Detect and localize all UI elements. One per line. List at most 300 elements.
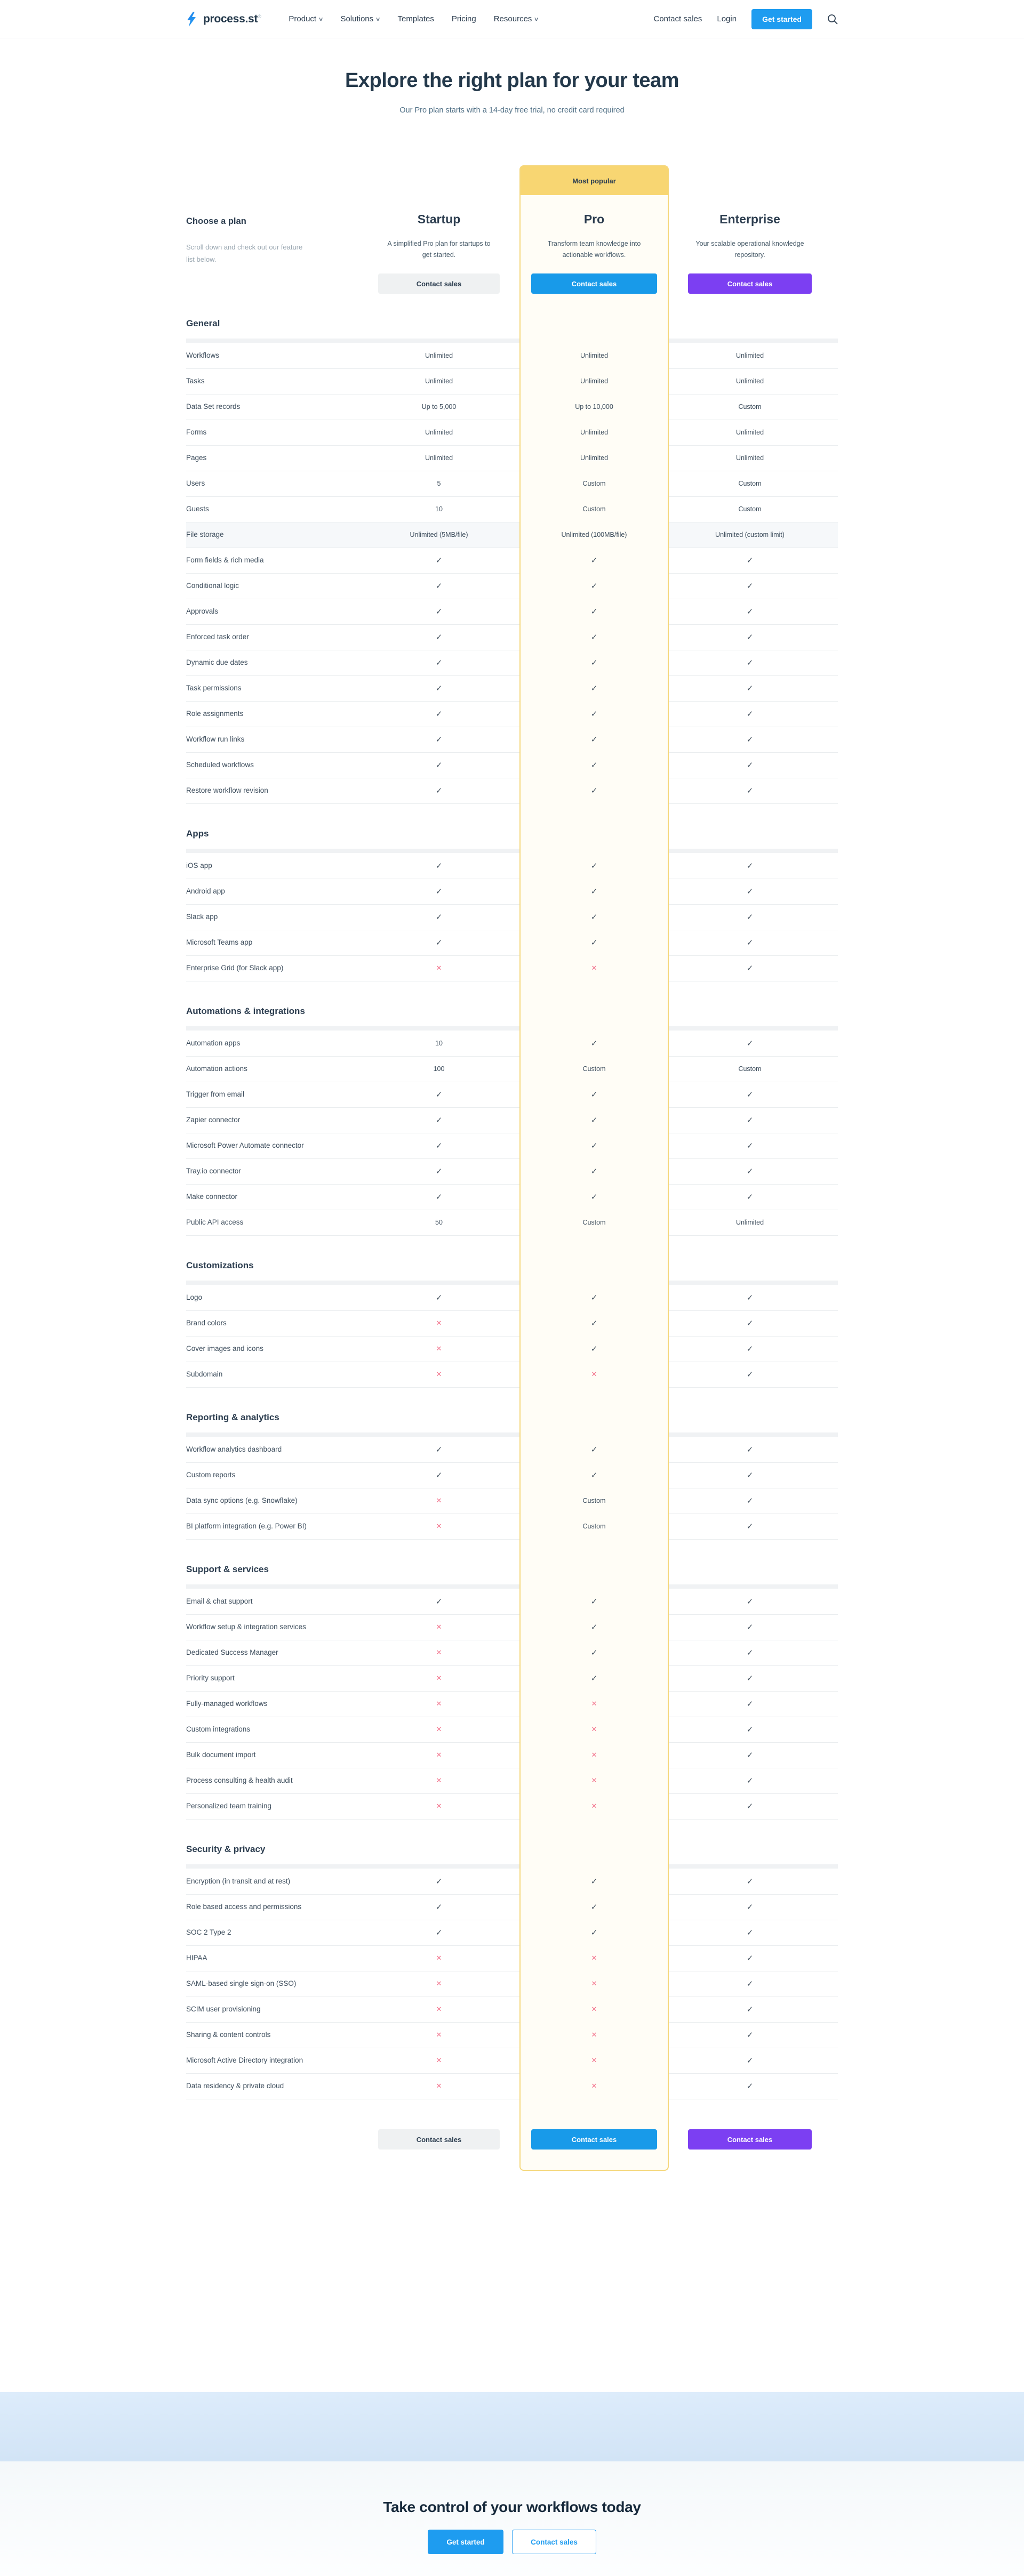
check-icon: ✓: [746, 2056, 754, 2065]
check-icon: ✓: [746, 1700, 754, 1709]
feature-cell: [519, 352, 669, 359]
feature-row: [186, 1362, 838, 1387]
nav-item-product[interactable]: Product ∨: [289, 14, 324, 23]
feature-row: [186, 853, 838, 879]
section-divider: [186, 1864, 838, 1869]
feature-cell: [688, 2056, 812, 2065]
check-icon: ✓: [746, 607, 754, 616]
feature-cell: [688, 403, 812, 410]
feature-label: Restore workflow revision: [186, 786, 268, 794]
check-icon: ✓: [746, 1167, 754, 1176]
check-icon: ✓: [746, 913, 754, 922]
check-icon: ✓: [590, 1039, 598, 1048]
feature-row: [186, 522, 838, 548]
feature-section: [186, 1412, 838, 1540]
feature-cell: [519, 403, 669, 410]
feature-cell: [688, 1522, 812, 1531]
feature-cell: [688, 709, 812, 719]
feature-cell: [374, 1877, 504, 1886]
section-title: Customizations: [186, 1260, 254, 1270]
feature-cell: [374, 1776, 504, 1785]
get-started-button[interactable]: Get started: [751, 9, 812, 29]
check-icon: ✓: [435, 633, 443, 642]
most-popular-badge: Most popular: [521, 166, 668, 195]
contact-sales-button-enterprise-bottom[interactable]: Contact sales: [688, 2129, 812, 2150]
feature-row: [186, 930, 838, 955]
cross-icon: ✕: [436, 1345, 442, 1353]
check-icon: ✓: [435, 1445, 443, 1454]
logo-text: process.st®: [203, 12, 261, 25]
check-icon: ✓: [435, 913, 443, 922]
cross-icon: ✕: [591, 964, 597, 972]
check-icon: ✓: [590, 582, 598, 591]
feature-row: [186, 624, 838, 650]
check-icon: ✓: [590, 1345, 598, 1354]
cross-icon: ✕: [436, 1776, 442, 1784]
feature-cell: [374, 1597, 504, 1606]
feature-label: Guests: [186, 504, 209, 513]
feature-cell: [688, 531, 812, 538]
feature-cell: [688, 1470, 812, 1480]
feature-cell: [374, 1141, 504, 1150]
feature-row: [186, 1056, 838, 1082]
check-icon: ✓: [746, 1522, 754, 1531]
feature-row: [186, 343, 838, 368]
feature-cell: [688, 887, 812, 896]
nav-item-resources[interactable]: Resources ∨: [493, 14, 540, 23]
feature-cell: [374, 1345, 504, 1353]
feature-cell: [688, 1445, 812, 1454]
feature-row: [186, 701, 838, 727]
feature-cell: [519, 1293, 669, 1302]
check-icon: ✓: [590, 658, 598, 667]
feature-cell: [519, 607, 669, 616]
feature-row: [186, 1082, 838, 1107]
check-icon: ✓: [435, 582, 443, 591]
feature-label: Make connector: [186, 1192, 238, 1201]
feature-label: Data residency & private cloud: [186, 2081, 284, 2090]
feature-cell: [374, 1928, 504, 1937]
feature-cell: [374, 1623, 504, 1631]
check-icon: ✓: [746, 2082, 754, 2091]
check-icon: ✓: [590, 1471, 598, 1480]
section-divider: [186, 339, 838, 343]
check-icon: ✓: [746, 1090, 754, 1099]
feature-row: [186, 904, 838, 930]
feature-cell: [374, 531, 504, 538]
feature-cell: [688, 454, 812, 462]
feature-cell: [688, 1370, 812, 1379]
feature-row: [186, 1971, 838, 1997]
feature-value: 10: [435, 505, 443, 513]
feature-row: [186, 1310, 838, 1336]
cross-icon: ✕: [591, 1700, 597, 1708]
contact-sales-button-enterprise[interactable]: Contact sales: [688, 273, 812, 294]
feature-cell: [374, 1725, 504, 1734]
feature-cell: [374, 403, 504, 410]
check-icon: ✓: [746, 1751, 754, 1760]
contact-sales-button-pro[interactable]: Contact sales: [531, 273, 657, 294]
feature-cell: [688, 1039, 812, 1048]
feature-cell: [374, 1700, 504, 1708]
feature-cell: [688, 1776, 812, 1785]
feature-cell: [374, 2005, 504, 2014]
feature-label: iOS app: [186, 861, 212, 870]
feature-cell: [688, 1318, 812, 1328]
nav-item-templates[interactable]: Templates: [397, 14, 434, 23]
footer-contact-sales-button[interactable]: Contact sales: [512, 2530, 596, 2554]
section-end-rule: [186, 1387, 838, 1388]
chevron-down-icon: ∨: [375, 17, 381, 22]
feature-cell: [519, 1370, 669, 1379]
feature-cell: [519, 1877, 669, 1886]
feature-cell: [519, 429, 669, 436]
check-icon: ✓: [590, 1193, 598, 1202]
check-icon: ✓: [746, 1345, 754, 1354]
feature-row: [186, 1336, 838, 1362]
feature-value: Custom: [738, 480, 762, 487]
feature-cell: [374, 1090, 504, 1099]
section-divider: [186, 1584, 838, 1589]
cross-icon: ✕: [436, 1496, 442, 1504]
feature-label: BI platform integration (e.g. Power BI): [186, 1522, 307, 1530]
check-icon: ✓: [435, 862, 443, 871]
feature-cell: [519, 658, 669, 667]
feature-row: [186, 2073, 838, 2099]
check-icon: ✓: [746, 658, 754, 667]
feature-row: [186, 1184, 838, 1210]
logo[interactable]: [186, 12, 261, 27]
feature-label: Data Set records: [186, 402, 241, 410]
cross-icon: ✕: [436, 1725, 442, 1733]
feature-section: [186, 828, 838, 981]
check-icon: ✓: [746, 1954, 754, 1963]
feature-label: Process consulting & health audit: [186, 1776, 293, 1784]
feature-cell: [688, 2005, 812, 2014]
feature-cell: [374, 1470, 504, 1480]
choose-plan-title: Choose a plan: [186, 216, 246, 226]
feature-cell: [688, 1877, 812, 1886]
feature-cell: [374, 938, 504, 947]
check-icon: ✓: [590, 1116, 598, 1125]
check-icon: ✓: [590, 607, 598, 616]
check-icon: ✓: [746, 1141, 754, 1150]
check-icon: ✓: [590, 710, 598, 719]
bolt-icon: [186, 12, 199, 27]
chevron-down-icon: ∨: [533, 17, 540, 22]
check-icon: ✓: [435, 1116, 443, 1125]
feature-cell: [374, 912, 504, 922]
feature-cell: [519, 1751, 669, 1759]
feature-cell: [519, 1445, 669, 1454]
feature-label: HIPAA: [186, 1953, 207, 1962]
feature-value: 5: [437, 480, 441, 487]
cross-icon: ✕: [436, 1522, 442, 1530]
check-icon: ✓: [435, 1597, 443, 1606]
feature-row: [186, 1691, 838, 1717]
feature-label: Dynamic due dates: [186, 658, 248, 666]
contact-sales-link[interactable]: Contact sales: [653, 14, 702, 23]
feature-cell: [688, 1902, 812, 1912]
feature-label: Enforced task order: [186, 632, 249, 641]
feature-row: [186, 496, 838, 522]
feature-cell: [519, 1700, 669, 1708]
feature-cell: [519, 2056, 669, 2065]
feature-cell: [688, 1496, 812, 1506]
login-link[interactable]: Login: [717, 14, 737, 23]
feature-cell: [519, 1928, 669, 1937]
cross-icon: ✕: [591, 1370, 597, 1378]
feature-cell: [374, 1040, 504, 1047]
feature-row: [186, 1133, 838, 1158]
feature-cell: [519, 581, 669, 591]
feature-value: Custom: [738, 403, 762, 410]
feature-label: Automation actions: [186, 1064, 247, 1073]
feature-cell: [519, 1039, 669, 1048]
check-icon: ✓: [746, 938, 754, 947]
check-icon: ✓: [746, 735, 754, 744]
feature-cell: [688, 938, 812, 947]
cross-icon: ✕: [436, 1751, 442, 1759]
feature-cell: [519, 1318, 669, 1328]
table-footer-row: [186, 2129, 838, 2150]
cross-icon: ✕: [591, 2056, 597, 2064]
feature-row: [186, 1920, 838, 1945]
feature-section: [186, 1844, 838, 2099]
feature-cell: [519, 632, 669, 642]
feature-row: [186, 368, 838, 394]
check-icon: ✓: [590, 1293, 598, 1302]
plan-name-enterprise: Enterprise: [719, 212, 780, 226]
feature-label: Data sync options (e.g. Snowflake): [186, 1496, 298, 1504]
nav-item-solutions[interactable]: Solutions ∨: [340, 14, 381, 23]
feature-label: Workflow run links: [186, 735, 245, 743]
feature-row: [186, 1285, 838, 1310]
check-icon: ✓: [435, 1293, 443, 1302]
feature-cell: [374, 683, 504, 693]
check-icon: ✓: [746, 786, 754, 795]
feature-row: [186, 548, 838, 573]
feature-cell: [374, 429, 504, 436]
feature-cell: [519, 1219, 669, 1226]
feature-row: [186, 1997, 838, 2022]
feature-value: Custom: [738, 1065, 762, 1073]
choose-plan-subtitle: Scroll down and check out our feature list below.: [186, 243, 303, 263]
cross-icon: ✕: [436, 1370, 442, 1378]
feature-row: [186, 1437, 838, 1462]
page-subtitle: Our Pro plan starts with a 14-day free trial, no credit card required: [399, 106, 625, 115]
feature-label: Public API access: [186, 1218, 244, 1226]
feature-cell: [519, 480, 669, 487]
section-title: Apps: [186, 828, 209, 839]
feature-row: [186, 1665, 838, 1691]
feature-label: Microsoft Teams app: [186, 938, 253, 946]
feature-label: Conditional logic: [186, 581, 239, 590]
feature-label: Cover images and icons: [186, 1344, 263, 1353]
cross-icon: ✕: [436, 2056, 442, 2064]
feature-label: Tray.io connector: [186, 1166, 241, 1175]
feature-row: [186, 2048, 838, 2073]
feature-label: Email & chat support: [186, 1597, 253, 1605]
check-icon: ✓: [590, 862, 598, 871]
check-icon: ✓: [590, 913, 598, 922]
feature-label: Role assignments: [186, 709, 244, 718]
feature-label: Tasks: [186, 376, 205, 385]
feature-cell: [519, 1141, 669, 1150]
check-icon: ✓: [746, 556, 754, 565]
check-icon: ✓: [746, 710, 754, 719]
feature-label: Microsoft Power Automate connector: [186, 1141, 304, 1149]
feature-row: [186, 955, 838, 981]
plans-header-row: [186, 165, 838, 294]
feature-row: [186, 573, 838, 599]
check-icon: ✓: [435, 1877, 443, 1886]
feature-label: Workflow analytics dashboard: [186, 1445, 282, 1453]
feature-label: Subdomain: [186, 1370, 223, 1378]
cross-icon: ✕: [436, 1623, 442, 1631]
feature-value: 10: [435, 1040, 443, 1047]
check-icon: ✓: [746, 1979, 754, 1989]
check-icon: ✓: [435, 658, 443, 667]
feature-row: [186, 445, 838, 471]
feature-label: Users: [186, 479, 205, 487]
feature-cell: [519, 1344, 669, 1354]
feature-value: Custom: [582, 1523, 606, 1530]
contact-sales-button-startup[interactable]: Contact sales: [378, 273, 500, 294]
feature-row: [186, 1793, 838, 1819]
check-icon: ✓: [435, 1167, 443, 1176]
search-icon[interactable]: [827, 14, 838, 25]
feature-cell: [688, 1979, 812, 1989]
contact-sales-button-startup-bottom[interactable]: Contact sales: [378, 2129, 500, 2150]
feature-cell: [519, 1523, 669, 1530]
feature-cell: [519, 1065, 669, 1073]
page-title: Explore the right plan for your team: [345, 69, 679, 92]
check-icon: ✓: [746, 1193, 754, 1202]
check-icon: ✓: [435, 1928, 443, 1937]
feature-cell: [374, 861, 504, 871]
feature-label: Form fields & rich media: [186, 556, 264, 564]
plan-desc-startup: A simplified Pro plan for startups to get started.: [387, 240, 491, 259]
feature-row: [186, 778, 838, 803]
feature-cell: [688, 1115, 812, 1125]
feature-cell: [688, 1725, 812, 1734]
feature-value: Custom: [582, 1065, 606, 1073]
check-icon: ✓: [590, 633, 598, 642]
check-icon: ✓: [435, 1903, 443, 1912]
cross-icon: ✕: [436, 1954, 442, 1962]
check-icon: ✓: [746, 2031, 754, 2040]
feature-cell: [688, 1597, 812, 1606]
feature-row: [186, 1107, 838, 1133]
check-icon: ✓: [746, 1293, 754, 1302]
feature-cell: [688, 861, 812, 871]
site-header: [0, 0, 1024, 38]
feature-label: Priority support: [186, 1673, 235, 1682]
feature-cell: [688, 658, 812, 667]
footer-get-started-button[interactable]: Get started: [428, 2530, 503, 2554]
feature-cell: [688, 1090, 812, 1099]
feature-cell: [519, 1470, 669, 1480]
feature-row: [186, 1210, 838, 1235]
feature-label: Zapier connector: [186, 1115, 241, 1124]
feature-value: Unlimited (100MB/file): [561, 531, 627, 538]
feature-cell: [374, 887, 504, 896]
feature-value: Custom: [582, 505, 606, 513]
cross-icon: ✕: [436, 2005, 442, 2013]
feature-row: [186, 1869, 838, 1894]
feature-value: Unlimited: [425, 352, 453, 359]
nav-item-pricing[interactable]: Pricing: [451, 14, 476, 23]
feature-label: SAML-based single sign-on (SSO): [186, 1979, 297, 1987]
cross-icon: ✕: [591, 1776, 597, 1784]
check-icon: ✓: [435, 735, 443, 744]
feature-cell: [374, 454, 504, 462]
feature-label: Role based access and permissions: [186, 1902, 302, 1911]
feature-cell: [519, 709, 669, 719]
check-icon: ✓: [746, 1802, 754, 1811]
feature-cell: [374, 480, 504, 487]
check-icon: ✓: [435, 1193, 443, 1202]
section-end-rule: [186, 1819, 838, 1820]
footer-cta: [0, 2461, 1024, 2576]
cross-icon: ✕: [591, 1725, 597, 1733]
feature-cell: [519, 1166, 669, 1176]
check-icon: ✓: [746, 1116, 754, 1125]
contact-sales-button-pro-bottom[interactable]: Contact sales: [531, 2129, 657, 2150]
feature-cell: [519, 531, 669, 538]
feature-value: Unlimited: [580, 377, 609, 385]
feature-cell: [374, 1802, 504, 1810]
feature-cell: [688, 632, 812, 642]
section-divider: [186, 1026, 838, 1031]
feature-cell: [374, 1674, 504, 1683]
feature-cell: [688, 963, 812, 973]
feature-cell: [374, 1751, 504, 1759]
cross-icon: ✕: [436, 1674, 442, 1682]
feature-cell: [519, 1648, 669, 1657]
feature-cell: [519, 1192, 669, 1202]
feature-cell: [688, 1622, 812, 1632]
section-title: Reporting & analytics: [186, 1412, 279, 1422]
feature-cell: [519, 2082, 669, 2090]
feature-cell: [688, 1953, 812, 1963]
feature-label: Approvals: [186, 607, 219, 615]
feature-value: Unlimited (custom limit): [715, 531, 785, 538]
check-icon: ✓: [435, 761, 443, 770]
feature-cell: [374, 735, 504, 744]
feature-row: [186, 727, 838, 752]
feature-cell: [374, 709, 504, 719]
feature-cell: [688, 581, 812, 591]
feature-cell: [688, 912, 812, 922]
feature-cell: [519, 1673, 669, 1683]
feature-cell: [519, 760, 669, 770]
feature-label: Microsoft Active Directory integration: [186, 2056, 303, 2064]
feature-value: Custom: [582, 1219, 606, 1226]
check-icon: ✓: [746, 761, 754, 770]
feature-value: Unlimited: [735, 377, 764, 385]
feature-row: [186, 1158, 838, 1184]
feature-row: [186, 599, 838, 624]
feature-row: [186, 394, 838, 420]
plan-name-startup: Startup: [417, 212, 461, 226]
feature-row: [186, 1640, 838, 1665]
footer-cta-title: Take control of your workflows today: [383, 2499, 641, 2515]
feature-cell: [374, 556, 504, 565]
feature-cell: [374, 1445, 504, 1454]
feature-label: Enterprise Grid (for Slack app): [186, 963, 284, 972]
